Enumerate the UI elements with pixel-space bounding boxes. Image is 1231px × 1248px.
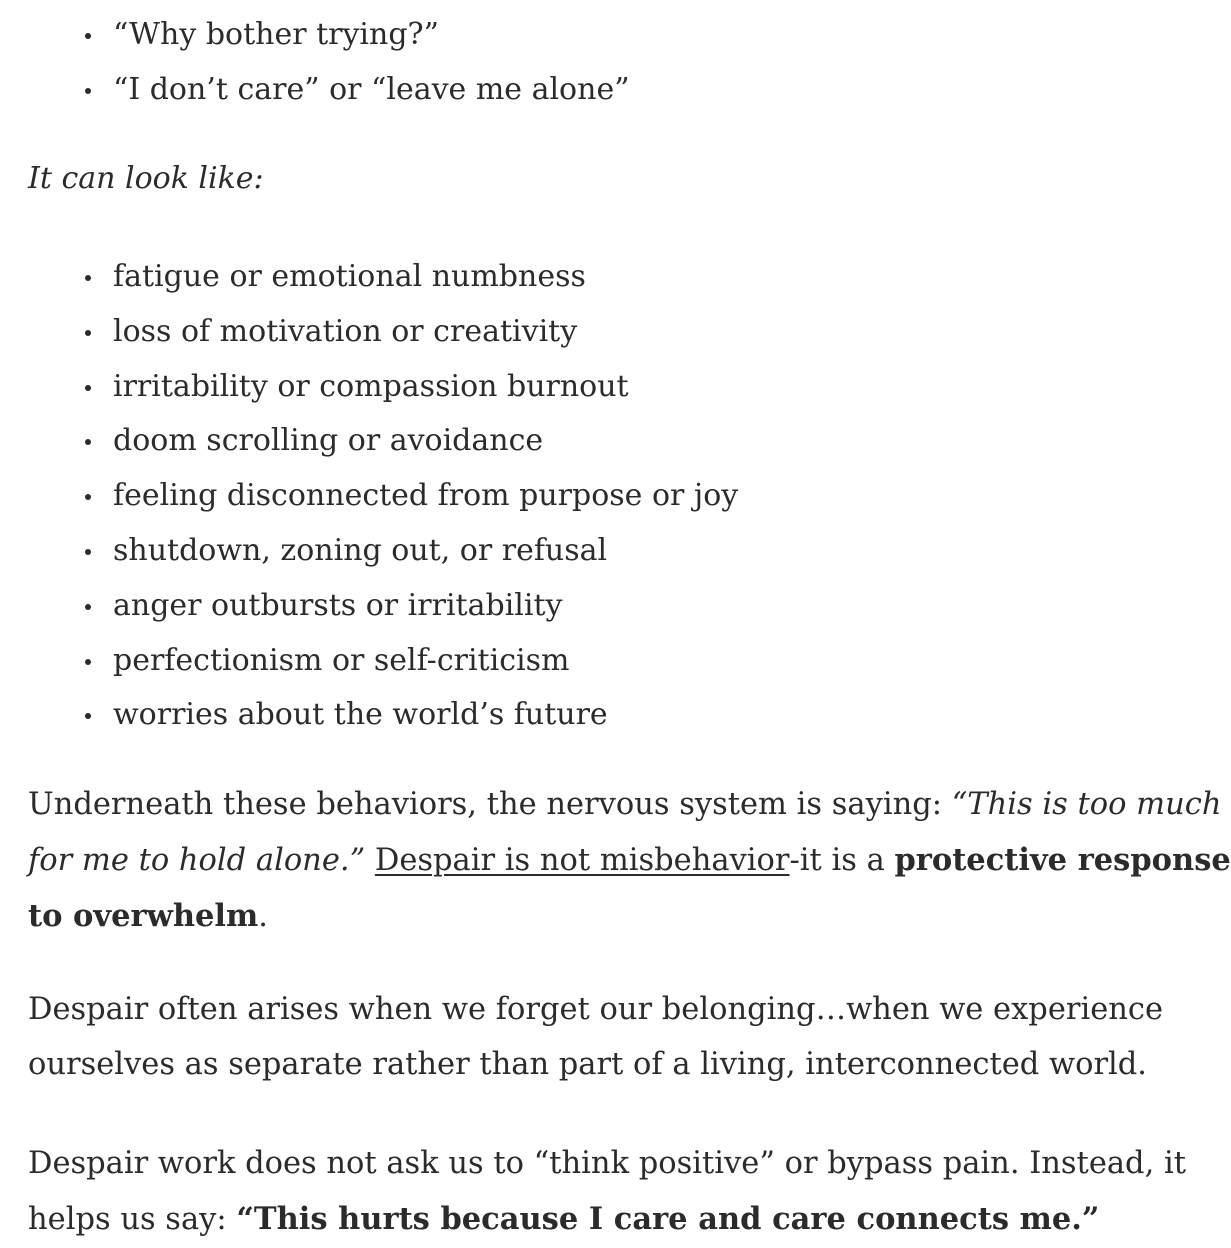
list-item: doom scrolling or avoidance: [28, 414, 738, 469]
paragraph-despair-work: [28, 1137, 1186, 1248]
paragraph-text: helps us say:: [28, 1201, 237, 1237]
bold-phrase: protective response: [894, 841, 1231, 878]
paragraph-line: [28, 899, 268, 934]
list-item: perfectionism or self-criticism: [28, 634, 738, 689]
bold-phrase: to overwhelm: [28, 897, 259, 934]
paragraph-nervous-system: [28, 778, 1231, 944]
list-item: shutdown, zoning out, or refusal: [28, 524, 738, 579]
paragraph-line: [28, 1202, 1099, 1237]
paragraph-line: ourselves as separate rather than part of a living, interconnected world.: [28, 1046, 1147, 1082]
paragraph-text: .: [258, 898, 268, 934]
list-item: loss of motivation or creativity: [28, 305, 738, 360]
italic-quote: “This is too much: [951, 787, 1222, 822]
italic-quote: for me to hold alone.”: [28, 842, 375, 878]
lead-in-text: It can look like:: [28, 161, 264, 196]
signs-list: [28, 250, 738, 743]
paragraph-line: Despair often arises when we forget our belonging…when we experience: [28, 992, 1164, 1027]
list-item: “I don’t care” or “leave me alone”: [28, 63, 630, 118]
list-item: fatigue or emotional numbness: [28, 250, 738, 305]
paragraph-text: -it is a: [789, 842, 895, 878]
paragraph-line: [28, 787, 1221, 822]
list-item: worries about the world’s future: [28, 688, 738, 743]
list-item: irritability or compassion burnout: [28, 360, 738, 415]
paragraph-line: Despair work does not ask us to “think positive” or bypass pain. Instead, it: [28, 1146, 1186, 1181]
list-item: “Why bother trying?”: [28, 8, 630, 63]
underlined-phrase: Despair is not misbehavior: [374, 842, 790, 878]
quotes-list: [28, 8, 630, 118]
bold-quote: “This hurts because I care and care connects me.”: [236, 1200, 1100, 1237]
list-item: feeling disconnected from purpose or joy: [28, 469, 738, 524]
paragraph-line: [28, 843, 1231, 878]
paragraph-belonging: [28, 983, 1168, 1093]
paragraph-text: Underneath these behaviors, the nervous system is saying:: [28, 787, 952, 822]
list-item: anger outbursts or irritability: [28, 579, 738, 634]
